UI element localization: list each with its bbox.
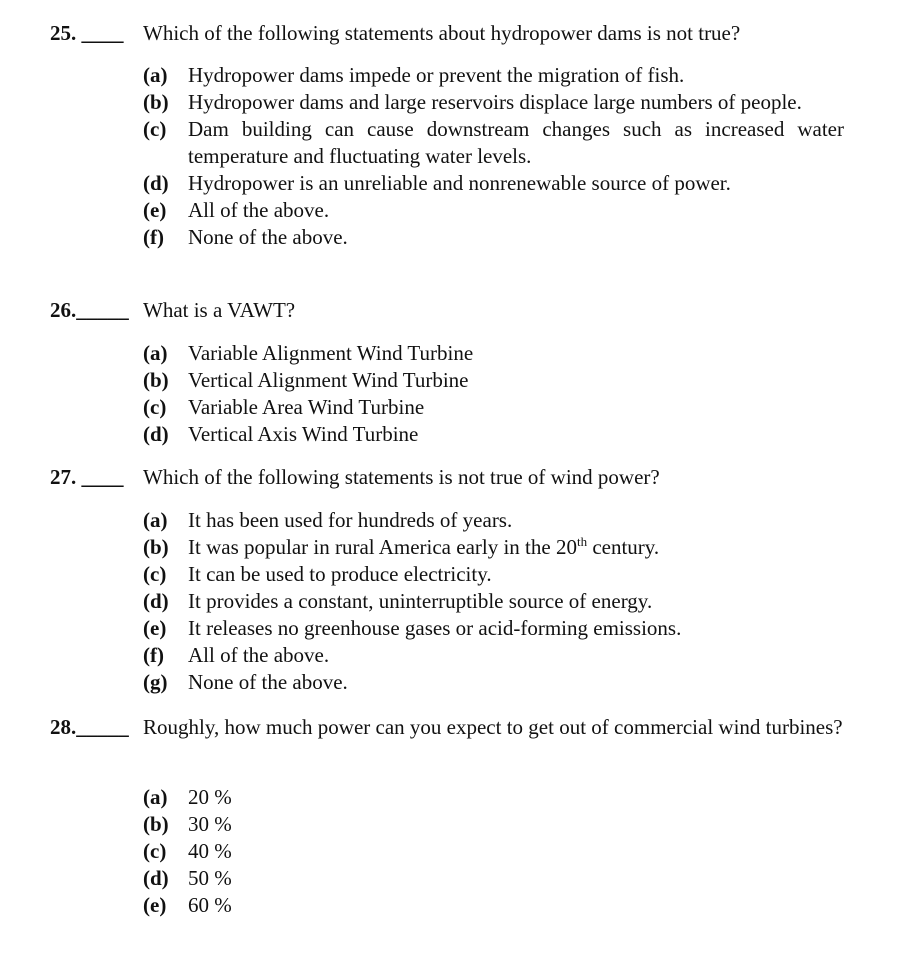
option-text-main: All of the above. [188,643,330,667]
option-text-main: None of the above. [188,225,348,249]
option-text-after: century. [587,535,660,559]
option-text [188,892,844,919]
question-28 [0,714,922,741]
option-text [188,367,844,394]
option-text-main: It has been used for hundreds of years. [188,508,513,532]
option-text [188,811,844,838]
question-number [50,464,124,491]
option-text-main: None of the above. [188,670,348,694]
option-item[interactable] [0,642,844,669]
option-text [188,170,844,197]
question-text: Which of the following statements is not true of wind power? [143,465,660,489]
option-text [188,421,844,448]
option-text-main: 20 % [188,785,232,809]
question-number-label: 27. [50,465,77,489]
option-item[interactable] [0,340,844,367]
option-label: (e) [143,616,167,640]
option-item[interactable] [0,588,844,615]
option-text-main: It provides a constant, uninterruptible source of energy. [188,589,653,613]
option-label: (b) [143,90,169,114]
option-text-main: 50 % [188,866,232,890]
question-number-label: 26. [50,298,77,322]
question-number-label: 25. [50,21,77,45]
option-text-main: 60 % [188,893,232,917]
option-text-superscript: th [576,534,588,549]
option-text [188,62,844,89]
question-header [0,297,922,324]
option-text-main: It was popular in rural America early in the 20 [188,535,577,559]
option-text [188,865,844,892]
option-item[interactable] [0,534,844,561]
answer-blank[interactable]: ____ [81,465,124,489]
option-item[interactable] [0,421,844,448]
option-label: (a) [143,341,168,365]
option-label: (e) [143,198,167,222]
option-text [188,838,844,865]
option-text [188,588,844,615]
option-label: (b) [143,812,169,836]
option-text-main: Hydropower dams and large reservoirs displace large numbers of people. [188,90,802,114]
option-item[interactable] [0,507,844,534]
options-list [0,340,844,448]
option-label: (a) [143,63,168,87]
option-item[interactable] [0,838,844,865]
option-label: (b) [143,368,169,392]
option-text [188,197,844,224]
option-text-main: All of the above. [188,198,330,222]
option-text-main: 30 % [188,812,232,836]
option-text [188,340,844,367]
answer-blank[interactable]: _____ [76,715,129,739]
option-text [188,394,844,421]
answer-blank[interactable]: _____ [76,298,129,322]
option-text-main: Hydropower is an unreliable and nonrenewable source of power. [188,171,731,195]
question-header [0,20,922,47]
option-label: (a) [143,508,168,532]
option-text [188,224,844,251]
option-label: (c) [143,839,167,863]
question-number [50,714,129,741]
option-label: (e) [143,893,167,917]
option-item[interactable] [0,394,844,421]
option-text [188,642,844,669]
option-item[interactable] [0,615,844,642]
option-label: (d) [143,171,169,195]
option-item[interactable] [0,865,844,892]
option-item[interactable] [0,811,844,838]
option-item[interactable] [0,784,844,811]
option-text-main: Hydropower dams impede or prevent the migration of fish. [188,63,685,87]
question-text: Which of the following statements about hydropower dams is not true? [143,21,741,45]
option-text [188,116,844,170]
option-text [188,89,844,116]
option-item[interactable] [0,669,844,696]
option-label: (c) [143,117,167,141]
option-item[interactable] [0,62,844,89]
options-list [0,784,844,919]
option-text-main: Vertical Axis Wind Turbine [188,422,419,446]
option-label: (f) [143,225,164,249]
option-label: (f) [143,643,164,667]
option-item[interactable] [0,561,844,588]
option-label: (a) [143,785,168,809]
option-text-main: Variable Alignment Wind Turbine [188,341,474,365]
options-list [0,62,844,251]
option-text [188,784,844,811]
option-item[interactable] [0,367,844,394]
option-text-main: It can be used to produce electricity. [188,562,492,586]
option-label: (c) [143,395,167,419]
question-header [0,714,922,741]
option-label: (g) [143,670,168,694]
question-number [50,297,129,324]
question-text: What is a VAWT? [143,298,296,322]
options-list [0,507,844,696]
option-label: (c) [143,562,167,586]
option-text-main: Dam building can cause downstream changes such as increased water temperature and fluctuating water levels. [188,117,844,168]
option-label: (d) [143,589,169,613]
option-text-main: 40 % [188,839,232,863]
option-item[interactable] [0,197,844,224]
question-25 [0,20,922,47]
option-label: (d) [143,866,169,890]
option-text [188,534,844,561]
question-number [50,20,124,47]
question-header [0,464,922,491]
option-text [188,615,844,642]
option-item[interactable] [0,892,844,919]
option-text [188,507,844,534]
option-item[interactable] [0,116,844,170]
question-27 [0,464,922,491]
question-text: Roughly, how much power can you expect to get out of commercial wind turbines? [143,715,843,739]
option-item[interactable] [0,170,844,197]
option-text-main: Vertical Alignment Wind Turbine [188,368,469,392]
option-text-main: Variable Area Wind Turbine [188,395,425,419]
option-item[interactable] [0,224,844,251]
option-text-main: It releases no greenhouse gases or acid-forming emissions. [188,616,682,640]
option-label: (b) [143,535,169,559]
option-text [188,669,844,696]
question-26 [0,297,922,324]
option-text [188,561,844,588]
option-item[interactable] [0,89,844,116]
option-label: (d) [143,422,169,446]
answer-blank[interactable]: ____ [81,21,124,45]
question-number-label: 28. [50,715,77,739]
